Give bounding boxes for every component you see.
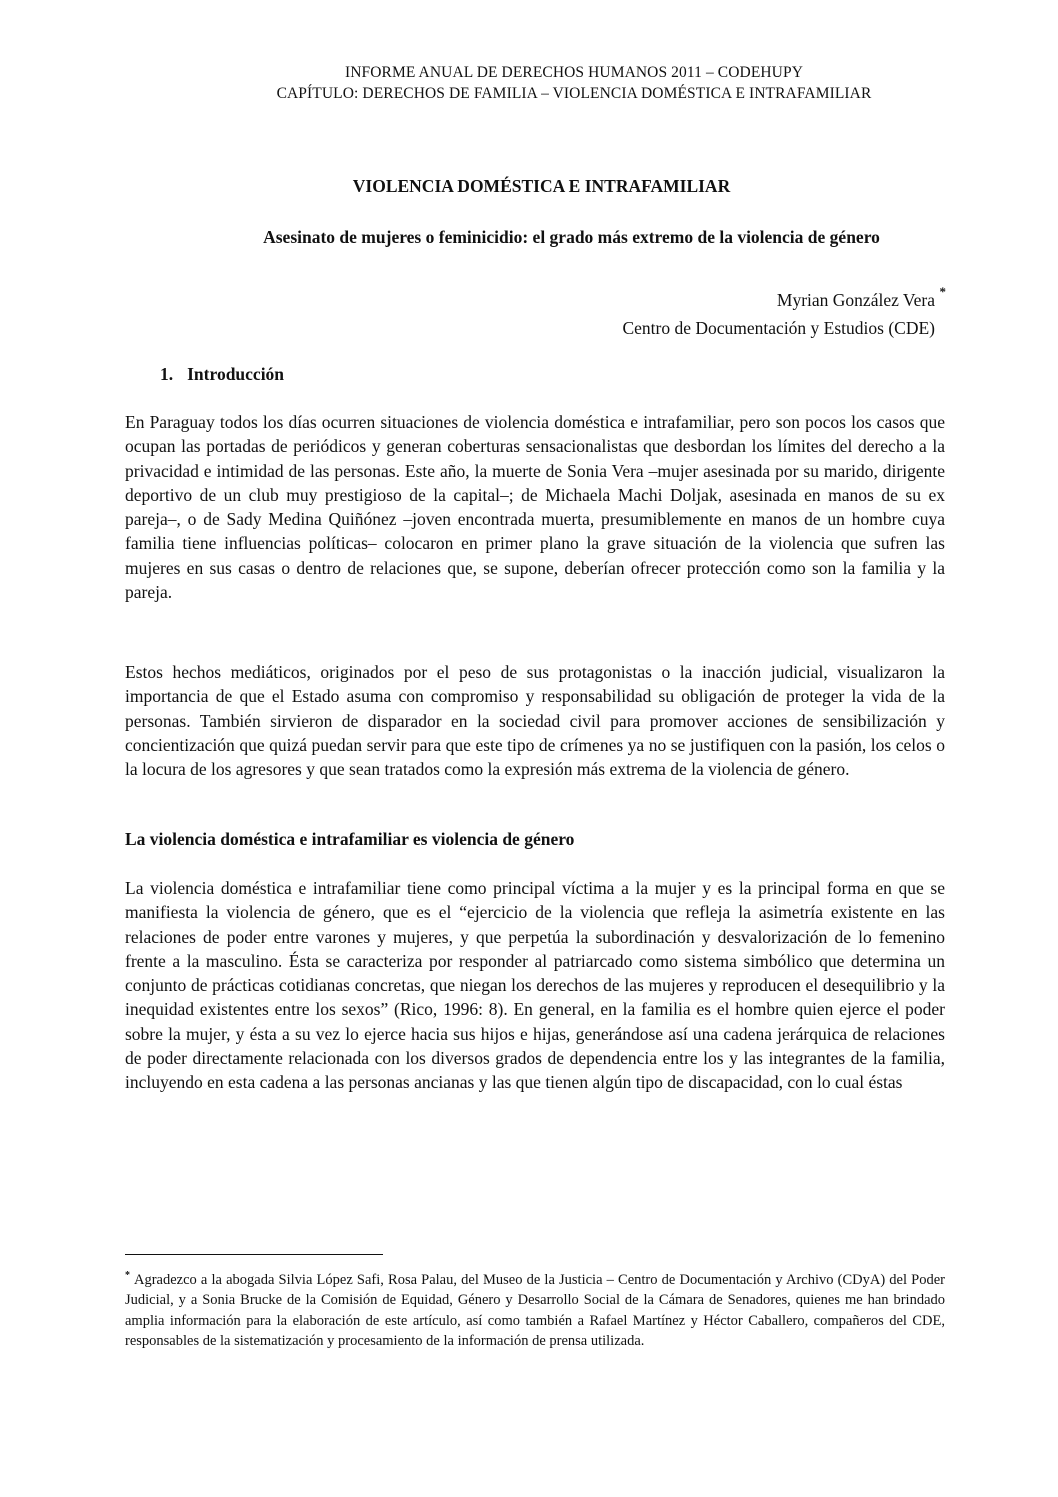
footnote-mark: * xyxy=(125,1270,130,1281)
section-number: 1. xyxy=(160,364,174,384)
author-block xyxy=(622,284,946,342)
document-title xyxy=(0,176,1058,197)
section-title: Introducción xyxy=(187,364,285,384)
section-heading-introduction xyxy=(160,364,284,385)
footnote-text: Agradezco a la abogada Silvia López Safi, Rosa Palau, del Museo de la Justicia – Centro de Documentación y Archivo (CDyA) del Poder Judicial, y a Sonia Brucke de la Comisión de Equidad, Género y Desarrollo Social de la Cámara de Senadores, quienes me han brindado amplia información para la elaboración de este artículo, así como también a Rafael Martínez y Héctor Caballero, compañeros del CDE, responsables de la sistematización y procesamiento de la información de prensa utilizada. xyxy=(125,1271,945,1350)
running-header xyxy=(0,62,1058,104)
paragraph-gender-violence: La violencia doméstica e intrafamiliar tiene como principal víctima a la mujer y es la principal forma en que se manifiesta la violencia de género, que es el “ejercicio de la violencia que refleja la asimetría existente en las relaciones de poder entre varones y mujeres, y que perpetúa la subordinación y desvalorización de lo femenino frente a la masculino. Ésta se caracteriza por responder al patriarcado como sistema simbólico que determina un conjunto de prácticas cotidianas concretas, que niegan los derechos de las mujeres y reproducen el desequilibrio y la inequidad existentes entre los sexos” (Rico, 1996: 8). En general, en la familia es el hombre quien ejerce el poder sobre la mujer, y ésta a su vez lo ejerce hacia sus hijos e hijas, generándose así una cadena jerárquica de relaciones de poder directamente relacionada con los diversos grados de dependencia entre los y las integrantes de la familia, incluyendo en esta cadena a las personas ancianas y las que tienen algún tipo de discapacidad, con lo cual éstas xyxy=(125,878,945,1093)
header-line-chapter: CAPÍTULO: DERECHOS DE FAMILIA – VIOLENCIA DOMÉSTICA E INTRAFAMILIAR xyxy=(276,85,872,102)
footnote xyxy=(125,1266,945,1352)
author-affiliation: Centro de Documentación y Estudios (CDE) xyxy=(622,318,935,338)
document-subtitle xyxy=(0,227,1058,248)
author-footnote-mark[interactable]: * xyxy=(939,284,946,299)
document-title-text: VIOLENCIA DOMÉSTICA E INTRAFAMILIAR xyxy=(352,176,731,196)
footnote-divider xyxy=(125,1254,383,1255)
author-name: Myrian González Vera xyxy=(776,290,935,310)
subheading-gender-violence: La violencia doméstica e intrafamiliar es violencia de género xyxy=(125,829,575,849)
header-line-report: INFORME ANUAL DE DERECHOS HUMANOS 2011 – CODEHUPY xyxy=(344,64,803,81)
author-name-line xyxy=(622,284,946,314)
paragraph-intro-1: En Paraguay todos los días ocurren situaciones de violencia doméstica e intrafamiliar, pero son pocos los casos que ocupan las portadas de periódicos y generan coberturas sensacionalistas que desbordan los límites del derecho a la privacidad e intimidad de las personas. Este año, la muerte de Sonia Vera –mujer asesinada por su marido, dirigente deportivo de un club muy prestigioso de la capital–; de Michaela Machi Doljak, asesinada en manos de su ex pareja–, o de Sady Medina Quiñónez –joven encontrada muerta, presumiblemente en manos de un hombre cuya familia tiene influencias políticas– colocaron en primer plano la grave situación de la violencia que sufren las mujeres en sus casas o dentro de relaciones que, se supone, deberían ofrecer protección como son la familia y la pareja. xyxy=(125,412,945,603)
paragraph-intro-2: Estos hechos mediáticos, originados por el peso de sus protagonistas o la inacción judicial, visualizaron la importancia de que el Estado asuma con compromiso y responsabilidad su obligación de proteger la vida de la personas. También sirvieron de disparador en la sociedad civil para promover acciones de sensibilización y concientización que quizá puedan servir para que este tipo de crímenes ya no se justifiquen con la pasión, los celos o la locura de los agresores y que sean tratados como la expresión más extrema de la violencia de género. xyxy=(125,662,945,780)
document-subtitle-text: Asesinato de mujeres o feminicidio: el grado más extremo de la violencia de género xyxy=(263,227,880,247)
